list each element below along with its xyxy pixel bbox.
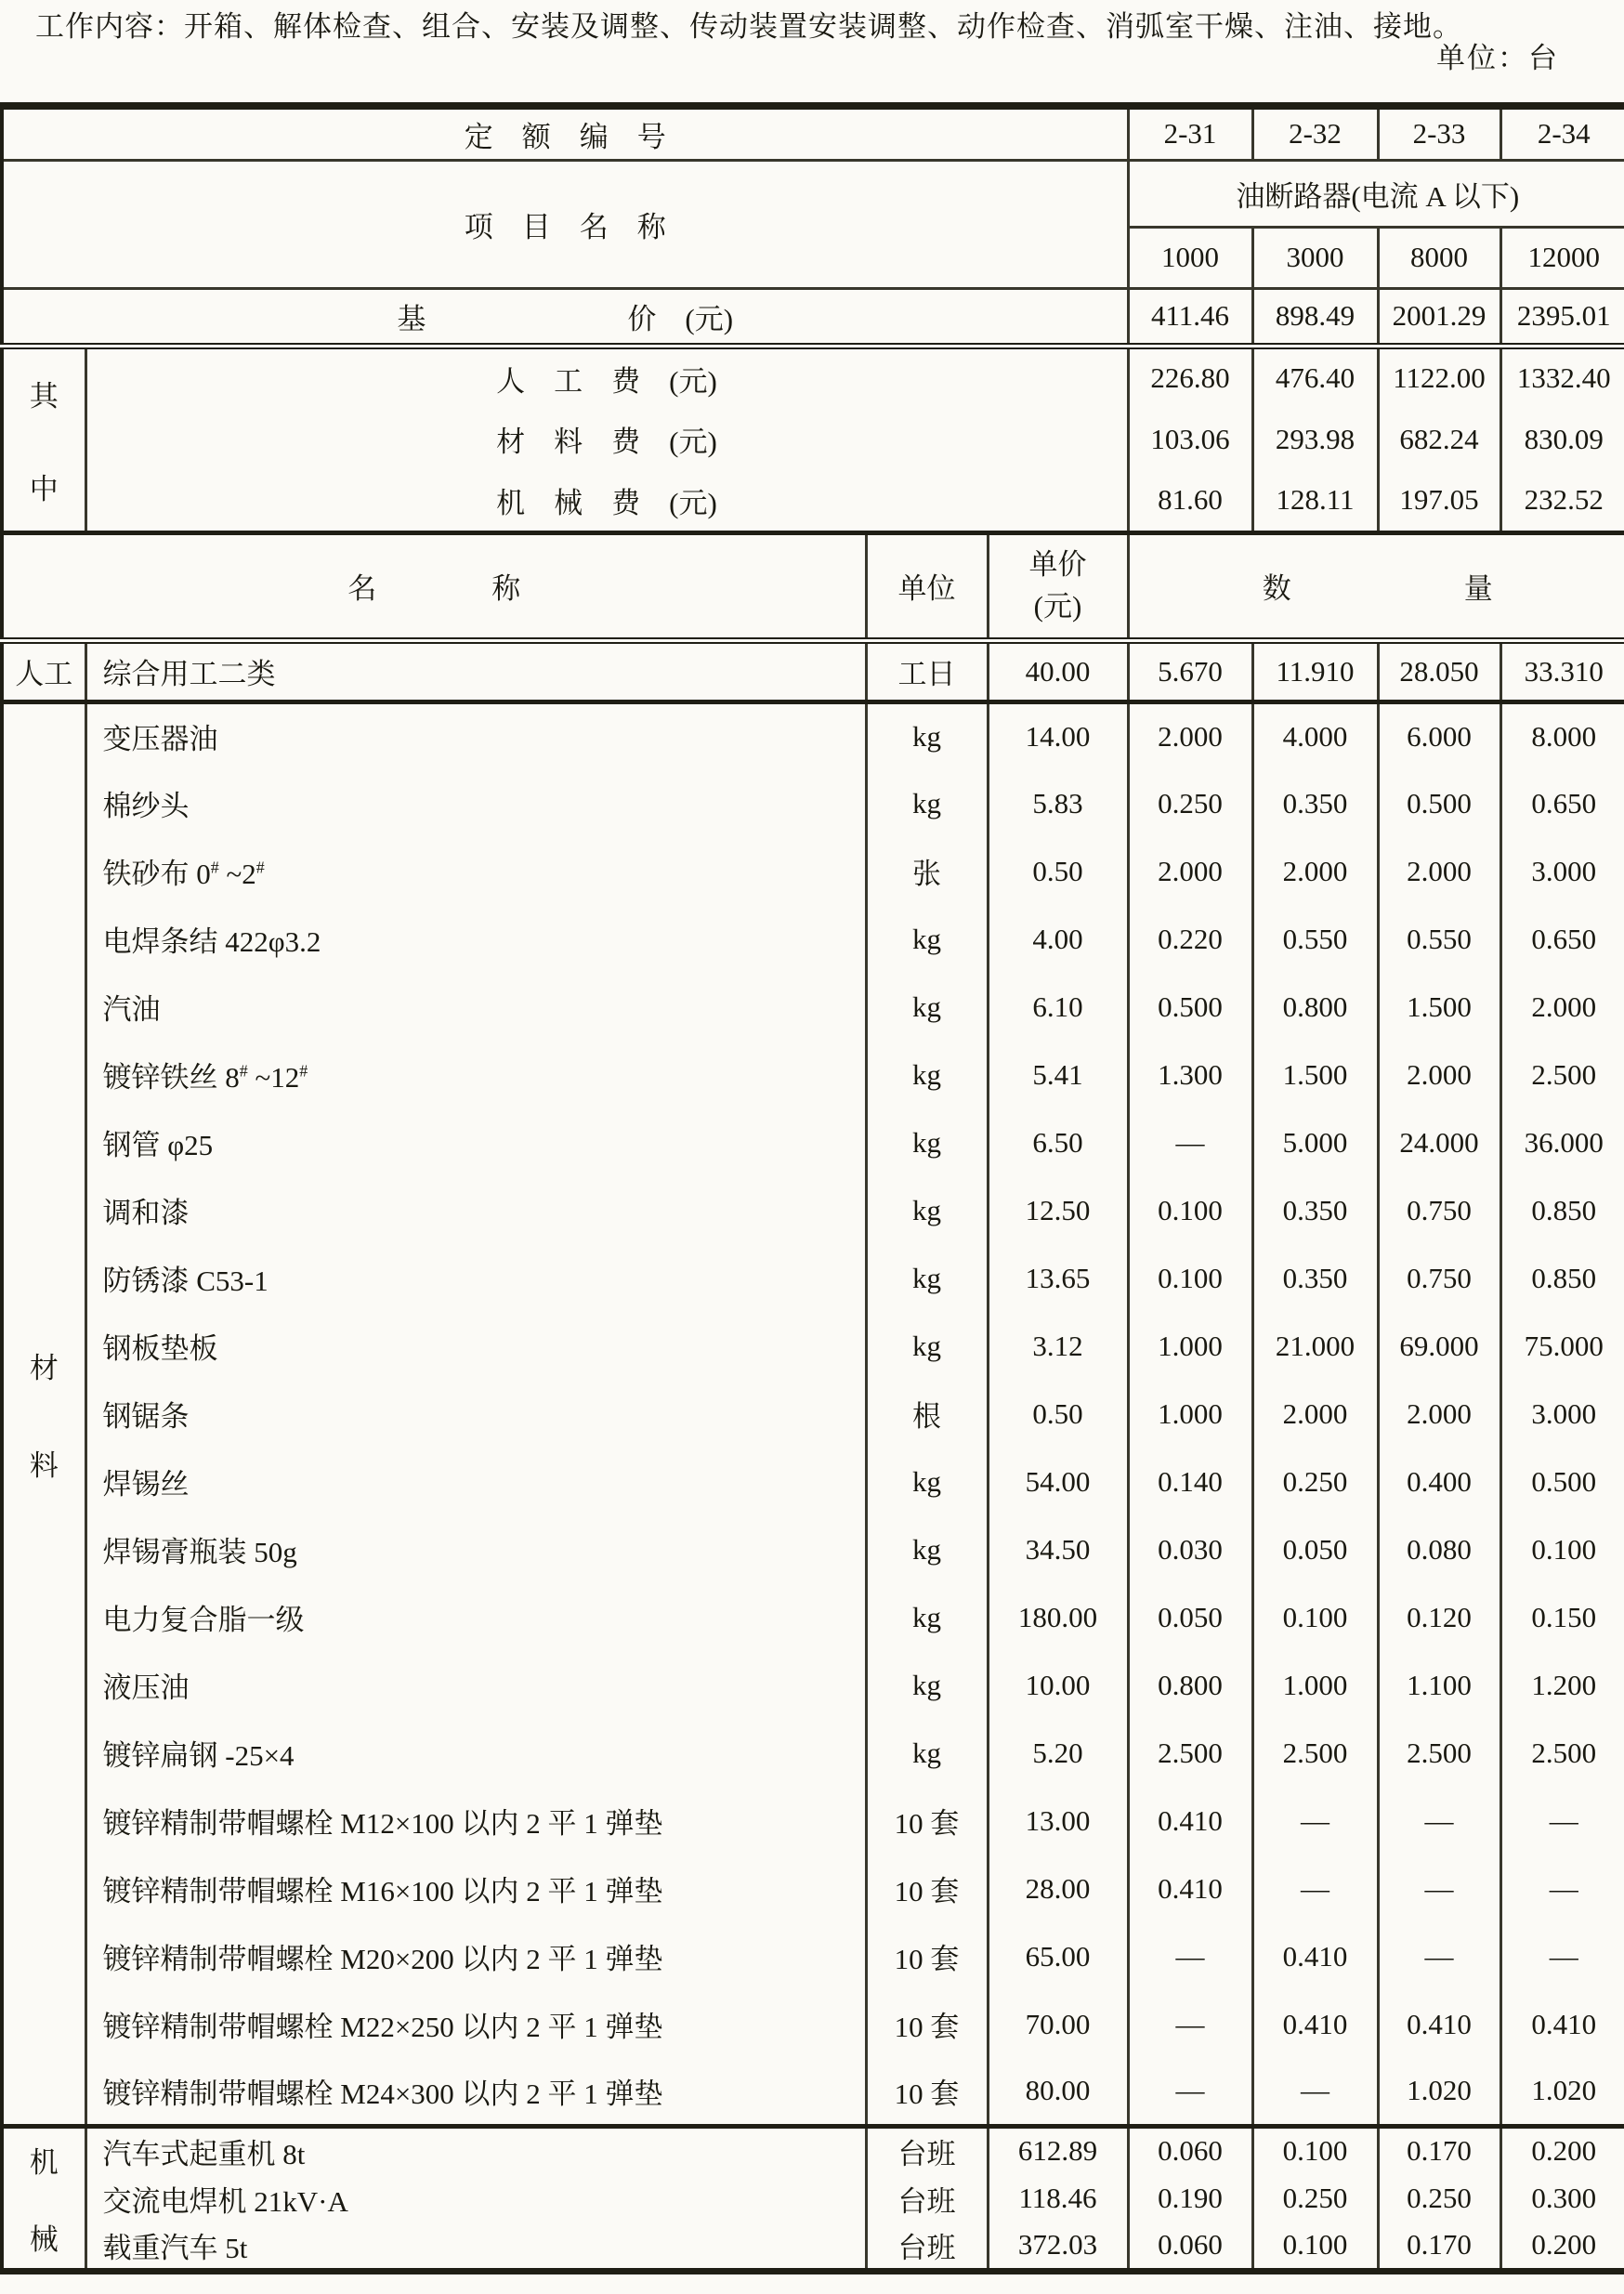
qty-cell: — bbox=[1252, 1855, 1378, 1922]
qty-cell: 0.050 bbox=[1128, 1583, 1252, 1651]
material-row bbox=[2, 1108, 1624, 1176]
qty-cell: — bbox=[1128, 1108, 1252, 1176]
qty-cell: 0.250 bbox=[1252, 2174, 1378, 2222]
unit-cell: kg bbox=[866, 1719, 988, 1787]
unit-cell: kg bbox=[866, 1244, 988, 1312]
qty-cell: 2.000 bbox=[1252, 1380, 1378, 1448]
qty-cell: 21.000 bbox=[1252, 1312, 1378, 1380]
unit-cell: kg bbox=[866, 1651, 988, 1719]
qty-cell: 0.170 bbox=[1378, 2222, 1500, 2271]
qty-cell: 0.750 bbox=[1378, 1176, 1500, 1244]
unit-note: 单位：台 bbox=[1436, 42, 1559, 74]
fee-row-machinery bbox=[2, 470, 1624, 532]
material-name: 镀锌扁钢 -25×4 bbox=[85, 1719, 866, 1787]
qty-cell: 0.100 bbox=[1128, 1244, 1252, 1312]
qty-cell: 4.000 bbox=[1252, 701, 1378, 769]
material-name: 镀锌铁丝 8# ~12# bbox=[85, 1041, 866, 1108]
qty-cell: 0.500 bbox=[1500, 1448, 1624, 1515]
price-cell: 0.50 bbox=[988, 837, 1128, 905]
qty-cell: 0.410 bbox=[1500, 1990, 1624, 2058]
qty-cell: 11.910 bbox=[1252, 640, 1378, 701]
quota-code: 2-31 bbox=[1128, 106, 1252, 160]
unit-cell: 工日 bbox=[866, 640, 988, 701]
fee-value: 830.09 bbox=[1500, 408, 1624, 470]
item-group-label: 油断路器(电流 A 以下) bbox=[1128, 160, 1624, 227]
price-cell: 13.65 bbox=[988, 1244, 1128, 1312]
unit-column-header: 单位 bbox=[866, 532, 988, 640]
price-cell: 80.00 bbox=[988, 2058, 1128, 2126]
qty-cell: 24.000 bbox=[1378, 1108, 1500, 1176]
price-cell: 5.41 bbox=[988, 1041, 1128, 1108]
fee-value: 1332.40 bbox=[1500, 346, 1624, 408]
fee-label: 材 料 费 (元) bbox=[85, 408, 1128, 470]
unit-cell: 10 套 bbox=[866, 1787, 988, 1855]
fee-value: 1122.00 bbox=[1378, 346, 1500, 408]
unit-cell: 台班 bbox=[866, 2174, 988, 2222]
qty-cell: — bbox=[1378, 1787, 1500, 1855]
quota-code: 2-34 bbox=[1500, 106, 1624, 160]
machinery-row bbox=[2, 2126, 1624, 2174]
qty-cell: 0.100 bbox=[1252, 2126, 1378, 2174]
machine-name: 载重汽车 5t bbox=[85, 2222, 866, 2271]
qty-cell: 1.000 bbox=[1128, 1380, 1252, 1448]
qty-cell: 0.100 bbox=[1128, 1176, 1252, 1244]
qty-cell: 0.250 bbox=[1128, 769, 1252, 837]
qty-cell: 0.800 bbox=[1128, 1651, 1252, 1719]
current-rating: 8000 bbox=[1378, 227, 1500, 288]
price-cell: 372.03 bbox=[988, 2222, 1128, 2271]
fee-label: 机 械 费 (元) bbox=[85, 470, 1128, 532]
price-cell: 180.00 bbox=[988, 1583, 1128, 1651]
qty-cell: 0.850 bbox=[1500, 1176, 1624, 1244]
price-cell: 28.00 bbox=[988, 1855, 1128, 1922]
material-name: 钢锯条 bbox=[85, 1380, 866, 1448]
qty-cell: 0.080 bbox=[1378, 1515, 1500, 1583]
unit-cell: kg bbox=[866, 1312, 988, 1380]
material-row bbox=[2, 1176, 1624, 1244]
material-name: 镀锌精制带帽螺栓 M24×300 以内 2 平 1 弹垫 bbox=[85, 2058, 866, 2126]
unit-cell: 张 bbox=[866, 837, 988, 905]
fee-value: 226.80 bbox=[1128, 346, 1252, 408]
qty-cell: 0.410 bbox=[1128, 1787, 1252, 1855]
qty-cell: 1.100 bbox=[1378, 1651, 1500, 1719]
unit-cell: 台班 bbox=[866, 2126, 988, 2174]
base-price-label: 基 价 (元) bbox=[2, 288, 1128, 346]
qty-cell: — bbox=[1252, 1787, 1378, 1855]
price-cell: 13.00 bbox=[988, 1787, 1128, 1855]
qty-cell: 0.500 bbox=[1128, 973, 1252, 1041]
current-rating: 1000 bbox=[1128, 227, 1252, 288]
price-cell: 4.00 bbox=[988, 905, 1128, 973]
qty-cell: 1.200 bbox=[1500, 1651, 1624, 1719]
qty-cell: 6.000 bbox=[1378, 701, 1500, 769]
material-name: 钢板垫板 bbox=[85, 1312, 866, 1380]
columns-header-row bbox=[2, 532, 1624, 640]
qty-cell: 1.000 bbox=[1252, 1651, 1378, 1719]
price-cell: 612.89 bbox=[988, 2126, 1128, 2174]
material-name: 焊锡膏瓶装 50g bbox=[85, 1515, 866, 1583]
qty-cell: 0.410 bbox=[1378, 1990, 1500, 2058]
material-row bbox=[2, 769, 1624, 837]
qty-cell: 3.000 bbox=[1500, 837, 1624, 905]
unit-cell: 10 套 bbox=[866, 1990, 988, 2058]
unit-cell: 10 套 bbox=[866, 1922, 988, 1990]
qty-cell: 0.150 bbox=[1500, 1583, 1624, 1651]
quota-no-label: 定 额 编 号 bbox=[2, 106, 1128, 160]
qty-cell: 0.550 bbox=[1252, 905, 1378, 973]
fee-label: 人 工 费 (元) bbox=[85, 346, 1128, 408]
qty-cell: 0.120 bbox=[1378, 1583, 1500, 1651]
material-name: 棉纱头 bbox=[85, 769, 866, 837]
qty-cell: 0.350 bbox=[1252, 1244, 1378, 1312]
base-price-row bbox=[2, 288, 1624, 346]
material-row bbox=[2, 1515, 1624, 1583]
qty-cell: 2.000 bbox=[1500, 973, 1624, 1041]
qty-cell: — bbox=[1128, 1922, 1252, 1990]
qty-cell: 0.100 bbox=[1252, 1583, 1378, 1651]
name-column-header: 名 称 bbox=[2, 532, 866, 640]
qty-cell: 0.200 bbox=[1500, 2222, 1624, 2271]
machine-name: 汽车式起重机 8t bbox=[85, 2126, 866, 2174]
qty-cell: 0.400 bbox=[1378, 1448, 1500, 1515]
qty-cell: 0.060 bbox=[1128, 2222, 1252, 2271]
qty-cell: 0.170 bbox=[1378, 2126, 1500, 2174]
qty-cell: 1.020 bbox=[1500, 2058, 1624, 2126]
material-name: 镀锌精制带帽螺栓 M12×100 以内 2 平 1 弹垫 bbox=[85, 1787, 866, 1855]
qty-cell: 2.500 bbox=[1378, 1719, 1500, 1787]
price-cell: 6.50 bbox=[988, 1108, 1128, 1176]
qty-cell: 5.670 bbox=[1128, 640, 1252, 701]
qty-cell: 0.350 bbox=[1252, 769, 1378, 837]
qty-cell: 2.500 bbox=[1252, 1719, 1378, 1787]
section-label-among: 其 中 bbox=[2, 346, 85, 532]
material-row bbox=[2, 1041, 1624, 1108]
unit-cell: kg bbox=[866, 769, 988, 837]
qty-cell: 2.000 bbox=[1128, 837, 1252, 905]
machinery-row bbox=[2, 2174, 1624, 2222]
price-cell: 0.50 bbox=[988, 1380, 1128, 1448]
qty-cell: 28.050 bbox=[1378, 640, 1500, 701]
unit-cell: kg bbox=[866, 1108, 988, 1176]
base-price-value: 2001.29 bbox=[1378, 288, 1500, 346]
price-cell: 5.20 bbox=[988, 1719, 1128, 1787]
fee-row-labor bbox=[2, 346, 1624, 408]
qty-cell: 8.000 bbox=[1500, 701, 1624, 769]
unit-cell: kg bbox=[866, 701, 988, 769]
qty-cell: — bbox=[1128, 1990, 1252, 2058]
fee-value: 476.40 bbox=[1252, 346, 1378, 408]
fee-value: 103.06 bbox=[1128, 408, 1252, 470]
material-row bbox=[2, 1583, 1624, 1651]
qty-cell: 2.000 bbox=[1128, 701, 1252, 769]
material-name: 镀锌精制带帽螺栓 M16×100 以内 2 平 1 弹垫 bbox=[85, 1855, 866, 1922]
price-cell: 65.00 bbox=[988, 1922, 1128, 1990]
material-name: 钢管 φ25 bbox=[85, 1108, 866, 1176]
unit-cell: kg bbox=[866, 905, 988, 973]
material-name: 镀锌精制带帽螺栓 M20×200 以内 2 平 1 弹垫 bbox=[85, 1922, 866, 1990]
fee-value: 232.52 bbox=[1500, 470, 1624, 532]
unit-cell: 根 bbox=[866, 1380, 988, 1448]
qty-cell: 0.140 bbox=[1128, 1448, 1252, 1515]
qty-cell: 2.000 bbox=[1252, 837, 1378, 905]
fee-value: 81.60 bbox=[1128, 470, 1252, 532]
qty-cell: — bbox=[1378, 1855, 1500, 1922]
material-name: 调和漆 bbox=[85, 1176, 866, 1244]
labor-row bbox=[2, 640, 1624, 701]
price-cell: 34.50 bbox=[988, 1515, 1128, 1583]
price-cell: 5.83 bbox=[988, 769, 1128, 837]
unit-cell: kg bbox=[866, 1448, 988, 1515]
qty-cell: 0.410 bbox=[1252, 1990, 1378, 2058]
qty-cell: 0.100 bbox=[1500, 1515, 1624, 1583]
material-name: 汽油 bbox=[85, 973, 866, 1041]
current-rating: 12000 bbox=[1500, 227, 1624, 288]
material-name: 防锈漆 C53-1 bbox=[85, 1244, 866, 1312]
unit-cell: kg bbox=[866, 973, 988, 1041]
unit-cell: 10 套 bbox=[866, 2058, 988, 2126]
qty-cell: 2.500 bbox=[1128, 1719, 1252, 1787]
material-name: 液压油 bbox=[85, 1651, 866, 1719]
qty-cell: 1.020 bbox=[1378, 2058, 1500, 2126]
qty-cell: 0.650 bbox=[1500, 769, 1624, 837]
material-name: 镀锌精制带帽螺栓 M22×250 以内 2 平 1 弹垫 bbox=[85, 1990, 866, 2058]
material-name: 焊锡丝 bbox=[85, 1448, 866, 1515]
price-cell: 70.00 bbox=[988, 1990, 1128, 2058]
price-cell: 6.10 bbox=[988, 973, 1128, 1041]
quota-table bbox=[0, 102, 1624, 2274]
unit-cell: kg bbox=[866, 1515, 988, 1583]
qty-cell: 1.500 bbox=[1378, 973, 1500, 1041]
qty-cell: 2.000 bbox=[1378, 1041, 1500, 1108]
qty-cell: 3.000 bbox=[1500, 1380, 1624, 1448]
material-row bbox=[2, 837, 1624, 905]
qty-cell: 2.000 bbox=[1378, 1380, 1500, 1448]
qty-cell: — bbox=[1252, 2058, 1378, 2126]
item-group-row bbox=[2, 160, 1624, 227]
material-row bbox=[2, 1855, 1624, 1922]
qty-cell: — bbox=[1500, 1787, 1624, 1855]
qty-cell: 5.000 bbox=[1252, 1108, 1378, 1176]
qty-cell: 0.300 bbox=[1500, 2174, 1624, 2222]
price-cell: 14.00 bbox=[988, 701, 1128, 769]
qty-cell: 0.650 bbox=[1500, 905, 1624, 973]
labor-name: 综合用工二类 bbox=[85, 640, 866, 701]
material-row bbox=[2, 1787, 1624, 1855]
qty-cell: 2.500 bbox=[1500, 1719, 1624, 1787]
qty-cell: 36.000 bbox=[1500, 1108, 1624, 1176]
price-cell: 3.12 bbox=[988, 1312, 1128, 1380]
price-cell: 54.00 bbox=[988, 1448, 1128, 1515]
qty-cell: — bbox=[1378, 1922, 1500, 1990]
material-row bbox=[2, 1651, 1624, 1719]
qty-cell: 33.310 bbox=[1500, 640, 1624, 701]
material-name: 变压器油 bbox=[85, 701, 866, 769]
quota-no-row bbox=[2, 106, 1624, 160]
qty-cell: 0.250 bbox=[1252, 1448, 1378, 1515]
unit-price-column-header: 单价 (元) bbox=[988, 532, 1128, 640]
quota-code: 2-32 bbox=[1252, 106, 1378, 160]
section-label-machinery: 机 械 bbox=[29, 2145, 59, 2256]
fee-value: 197.05 bbox=[1378, 470, 1500, 532]
fee-row-material bbox=[2, 408, 1624, 470]
material-row bbox=[2, 1448, 1624, 1515]
work-content-note: 工作内容：开箱、解体检查、组合、安装及调整、传动装置安装调整、动作检查、消弧室干燥、注油、接地。 bbox=[35, 10, 1462, 43]
unit-cell: 台班 bbox=[866, 2222, 988, 2271]
material-name: 电焊条结 422φ3.2 bbox=[85, 905, 866, 973]
qty-cell: 0.410 bbox=[1252, 1922, 1378, 1990]
qty-cell: 75.000 bbox=[1500, 1312, 1624, 1380]
unit-cell: kg bbox=[866, 1176, 988, 1244]
qty-cell: 0.800 bbox=[1252, 973, 1378, 1041]
material-row bbox=[2, 973, 1624, 1041]
qty-cell: 0.100 bbox=[1252, 2222, 1378, 2271]
qty-cell: 1.300 bbox=[1128, 1041, 1252, 1108]
machine-name: 交流电焊机 21kV·A bbox=[85, 2174, 866, 2222]
unit-cell: 10 套 bbox=[866, 1855, 988, 1922]
material-row bbox=[2, 1990, 1624, 2058]
material-row bbox=[2, 1380, 1624, 1448]
material-row bbox=[2, 905, 1624, 973]
qty-cell: 0.060 bbox=[1128, 2126, 1252, 2174]
price-cell: 10.00 bbox=[988, 1651, 1128, 1719]
qty-cell: 0.250 bbox=[1378, 2174, 1500, 2222]
qty-cell: 2.000 bbox=[1378, 837, 1500, 905]
qty-cell: 0.750 bbox=[1378, 1244, 1500, 1312]
price-cell: 40.00 bbox=[988, 640, 1128, 701]
current-rating: 3000 bbox=[1252, 227, 1378, 288]
section-label-labor: 人工 bbox=[2, 640, 85, 701]
material-row bbox=[2, 1922, 1624, 1990]
qty-cell: 0.190 bbox=[1128, 2174, 1252, 2222]
price-cell: 12.50 bbox=[988, 1176, 1128, 1244]
quantity-column-header: 数 量 bbox=[1128, 532, 1624, 640]
fee-value: 128.11 bbox=[1252, 470, 1378, 532]
qty-cell: 0.220 bbox=[1128, 905, 1252, 973]
qty-cell: 0.500 bbox=[1378, 769, 1500, 837]
material-row bbox=[2, 2058, 1624, 2126]
unit-cell: kg bbox=[866, 1041, 988, 1108]
qty-cell: 0.850 bbox=[1500, 1244, 1624, 1312]
item-name-label: 项 目 名 称 bbox=[2, 160, 1128, 288]
qty-cell: 1.500 bbox=[1252, 1041, 1378, 1108]
material-row bbox=[2, 1312, 1624, 1380]
machinery-row bbox=[2, 2222, 1624, 2271]
base-price-value: 2395.01 bbox=[1500, 288, 1624, 346]
base-price-value: 898.49 bbox=[1252, 288, 1378, 346]
qty-cell: — bbox=[1128, 2058, 1252, 2126]
qty-cell: 2.500 bbox=[1500, 1041, 1624, 1108]
qty-cell: — bbox=[1500, 1855, 1624, 1922]
material-row bbox=[2, 1719, 1624, 1787]
qty-cell: — bbox=[1500, 1922, 1624, 1990]
qty-cell: 0.200 bbox=[1500, 2126, 1624, 2174]
qty-cell: 69.000 bbox=[1378, 1312, 1500, 1380]
material-row bbox=[2, 701, 1624, 769]
section-label-materials: 材 料 bbox=[2, 701, 85, 2126]
material-name: 铁砂布 0# ~2# bbox=[85, 837, 866, 905]
material-name: 电力复合脂一级 bbox=[85, 1583, 866, 1651]
fee-value: 682.24 bbox=[1378, 408, 1500, 470]
material-row bbox=[2, 1244, 1624, 1312]
qty-cell: 0.050 bbox=[1252, 1515, 1378, 1583]
qty-cell: 1.000 bbox=[1128, 1312, 1252, 1380]
base-price-value: 411.46 bbox=[1128, 288, 1252, 346]
quota-code: 2-33 bbox=[1378, 106, 1500, 160]
price-cell: 118.46 bbox=[988, 2174, 1128, 2222]
unit-cell: kg bbox=[866, 1583, 988, 1651]
qty-cell: 0.350 bbox=[1252, 1176, 1378, 1244]
qty-cell: 0.550 bbox=[1378, 905, 1500, 973]
qty-cell: 0.410 bbox=[1128, 1855, 1252, 1922]
qty-cell: 0.030 bbox=[1128, 1515, 1252, 1583]
fee-value: 293.98 bbox=[1252, 408, 1378, 470]
